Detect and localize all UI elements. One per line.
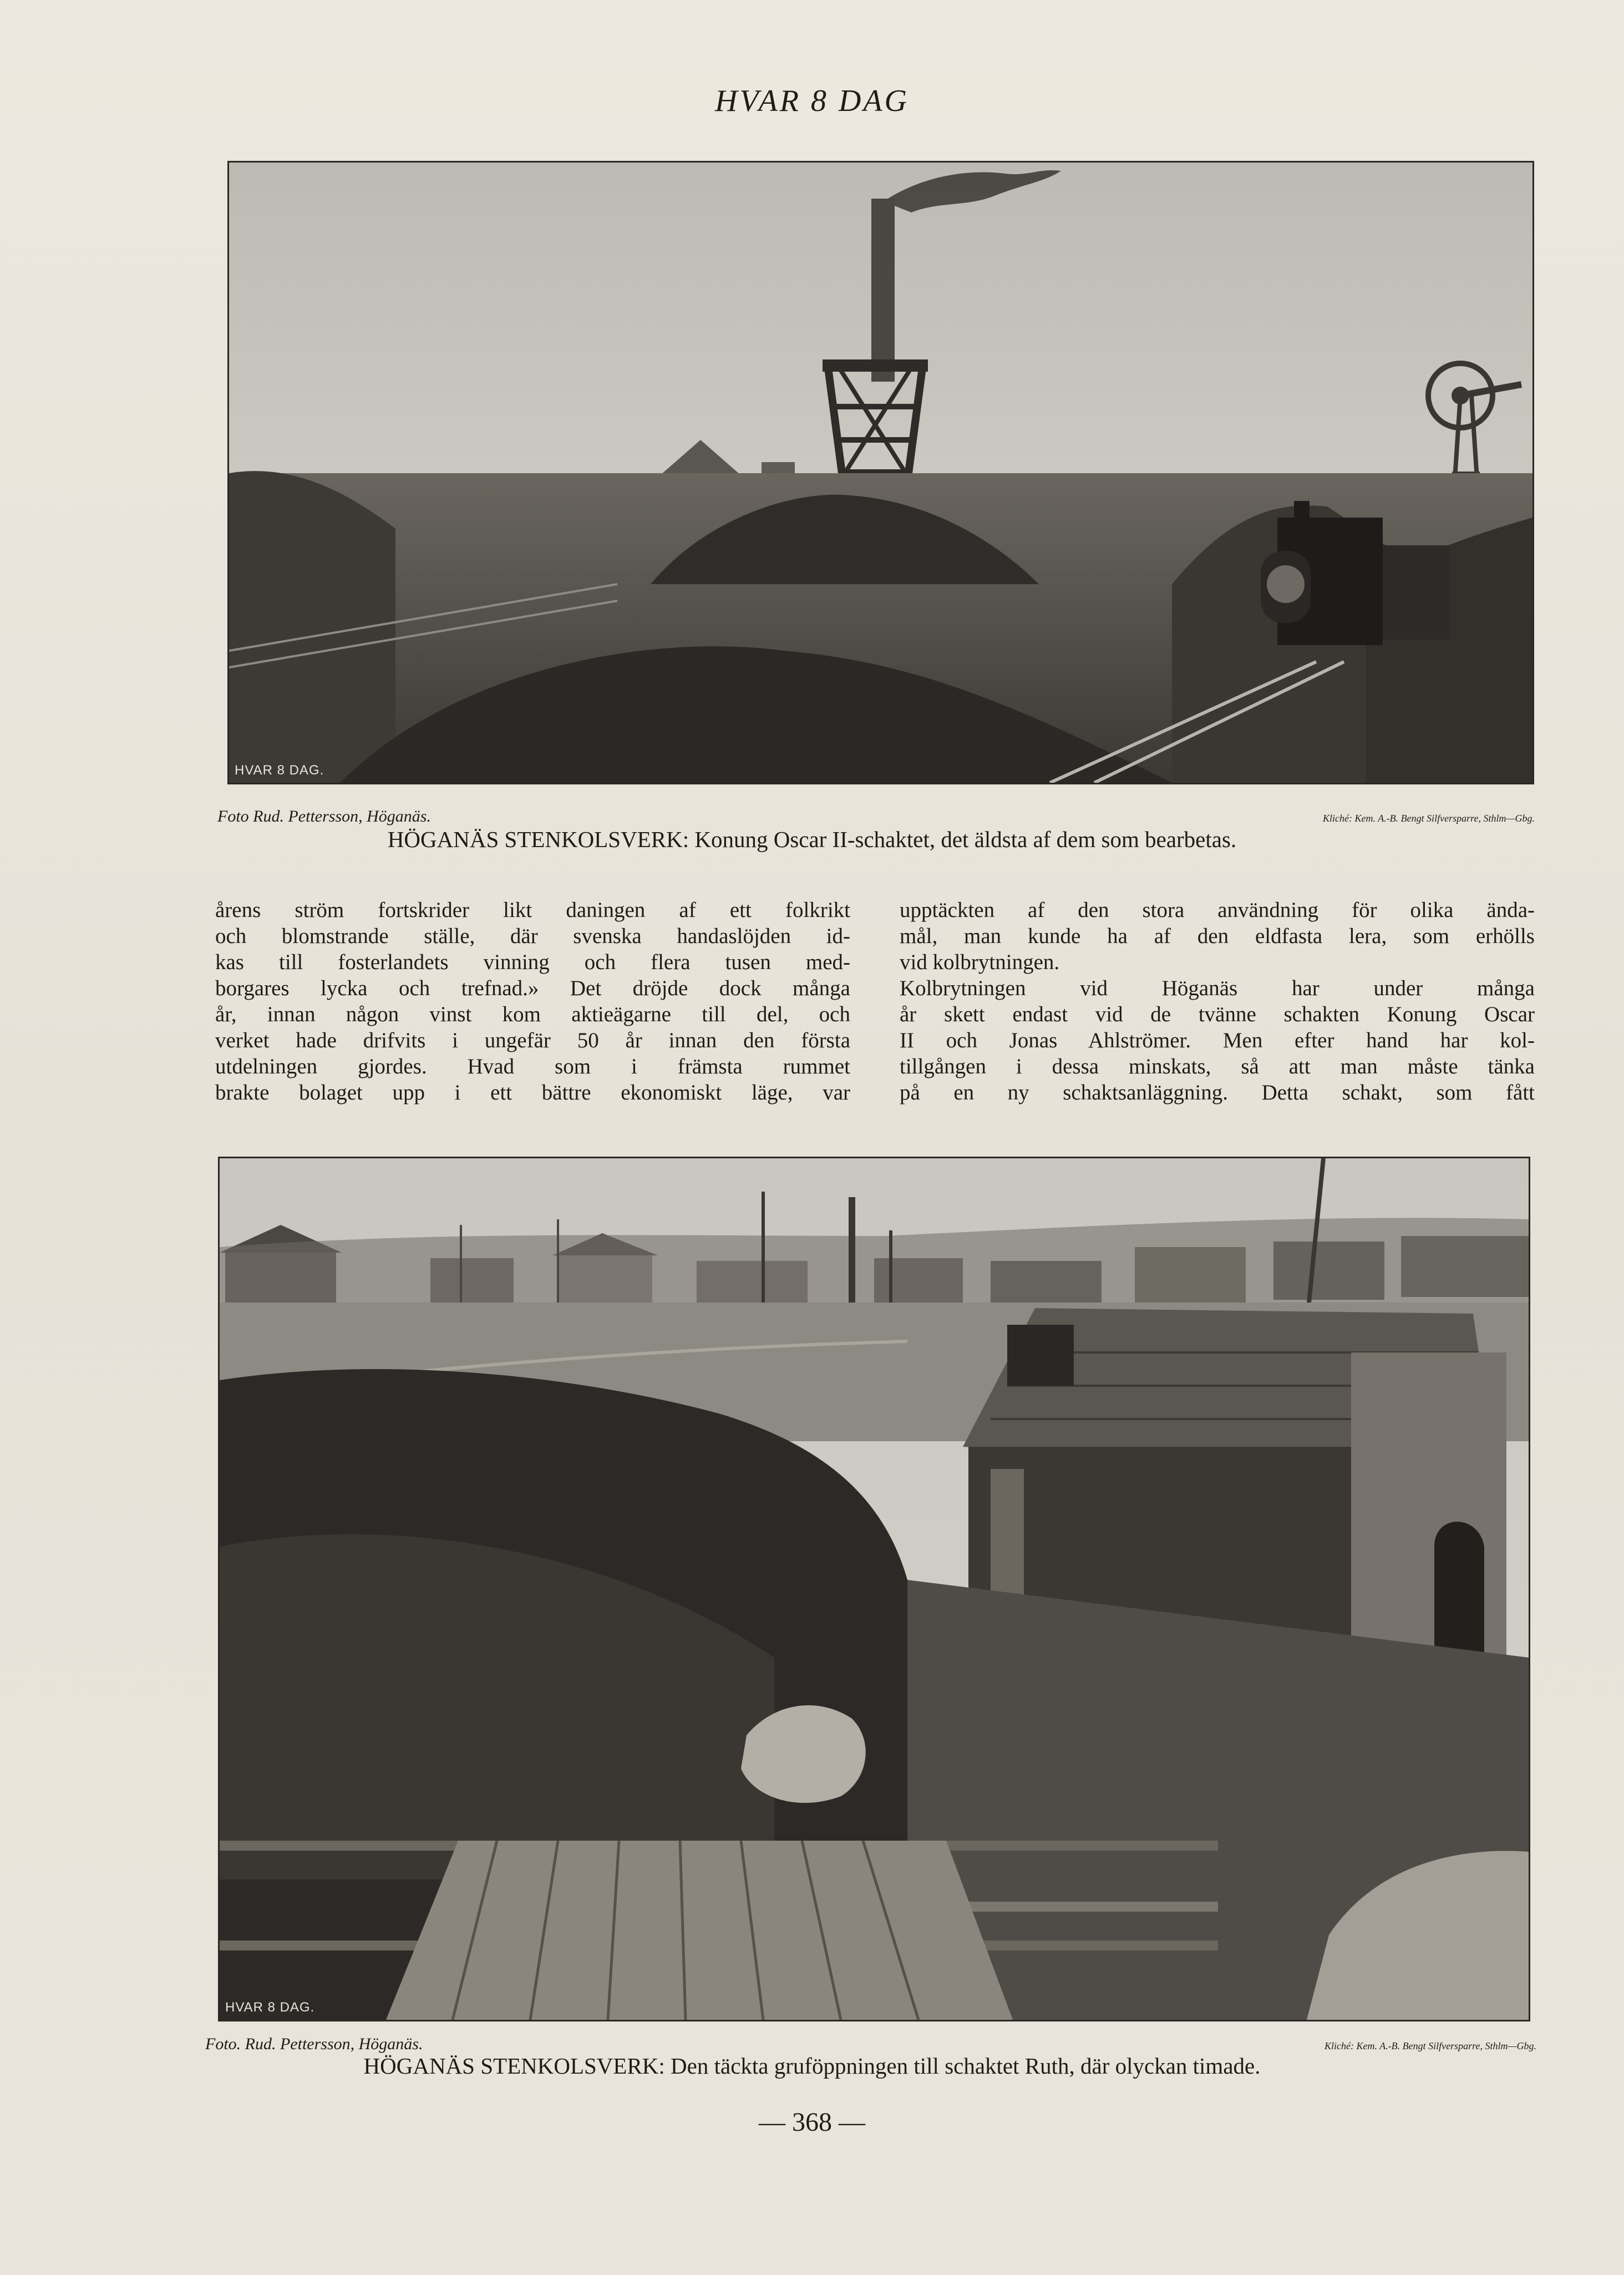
photo-caption: HÖGANÄS STENKOLSVERK: Konung Oscar II-schaktet, det äldsta af dem som bearbetas.	[387, 827, 1237, 852]
running-title: HVAR 8 DAG	[715, 84, 909, 118]
photo-credits	[205, 2035, 1536, 2054]
photo-caption: HÖGANÄS STENKOLSVERK: Den täckta gruföppningen till schaktet Ruth, där olyckan timade.	[363, 2053, 1261, 2079]
article-text-line: år skett endast vid de tvänne schakten Konung Oscar	[900, 1002, 1535, 1026]
page-number: — 368 —	[759, 2107, 865, 2137]
article-text-line: tillgången i dessa minskats, så att man måste tänka	[900, 1055, 1535, 1078]
photo-credits	[217, 807, 1535, 826]
article-text-line: kas till fosterlandets vinning och flera tusen med-	[215, 950, 850, 974]
article-text-line: brakte bolaget upp i ett bättre ekonomiskt läge, var	[215, 1081, 850, 1104]
pit-opening-scene-image	[220, 1158, 1529, 2020]
article-text-line: borgares lycka och trefnad.» Det dröjde dock många	[215, 976, 850, 1000]
article-column-right	[900, 897, 1535, 1106]
article-text-line: vid kolbrytningen.	[900, 950, 1060, 974]
engraver-credit: Kliché: Kem. A.-B. Bengt Silfversparre, Sthlm—Gbg.	[1324, 2040, 1536, 2051]
article-text-line: utdelningen gjordes. Hvad som i främsta rummet	[215, 1055, 850, 1078]
article-text-line: och blomstrande ställe, där svenska handaslöjden id-	[215, 924, 850, 948]
article-column-left	[215, 897, 850, 1106]
photo-watermark: HVAR 8 DAG.	[235, 763, 324, 778]
article-text-line: årens ström fortskrider likt daningen af ett folkrikt	[215, 898, 850, 922]
article-text-line: år, innan någon vinst kom aktieägarne till del, och	[215, 1002, 850, 1026]
engraver-credit: Kliché: Kem. A.-B. Bengt Silfversparre, Sthlm—Gbg.	[1323, 813, 1535, 824]
article-text-line: mål, man kunde ha af den eldfasta lera, som erhölls	[900, 924, 1535, 948]
article-text-line: verket hade drifvits i ungefär 50 år innan den första	[215, 1028, 850, 1052]
pit-opening-photo	[218, 1157, 1530, 2021]
article-text-line: på en ny schaktsanläggning. Detta schakt, som fått	[900, 1081, 1535, 1104]
photographer-credit: Foto Rud. Pettersson, Höganäs.	[217, 807, 431, 825]
colliery-scene-image	[229, 163, 1532, 783]
article-text-line: Kolbrytningen vid Höganäs har under många	[900, 976, 1535, 1000]
colliery-photo	[227, 161, 1534, 784]
article-text-line: II och Jonas Ahlströmer. Men efter hand har kol-	[900, 1028, 1535, 1052]
photo-watermark: HVAR 8 DAG.	[225, 2000, 315, 2015]
article-text-line: upptäckten af den stora användning för olika ända-	[900, 898, 1535, 922]
photographer-credit: Foto. Rud. Pettersson, Höganäs.	[205, 2035, 423, 2053]
